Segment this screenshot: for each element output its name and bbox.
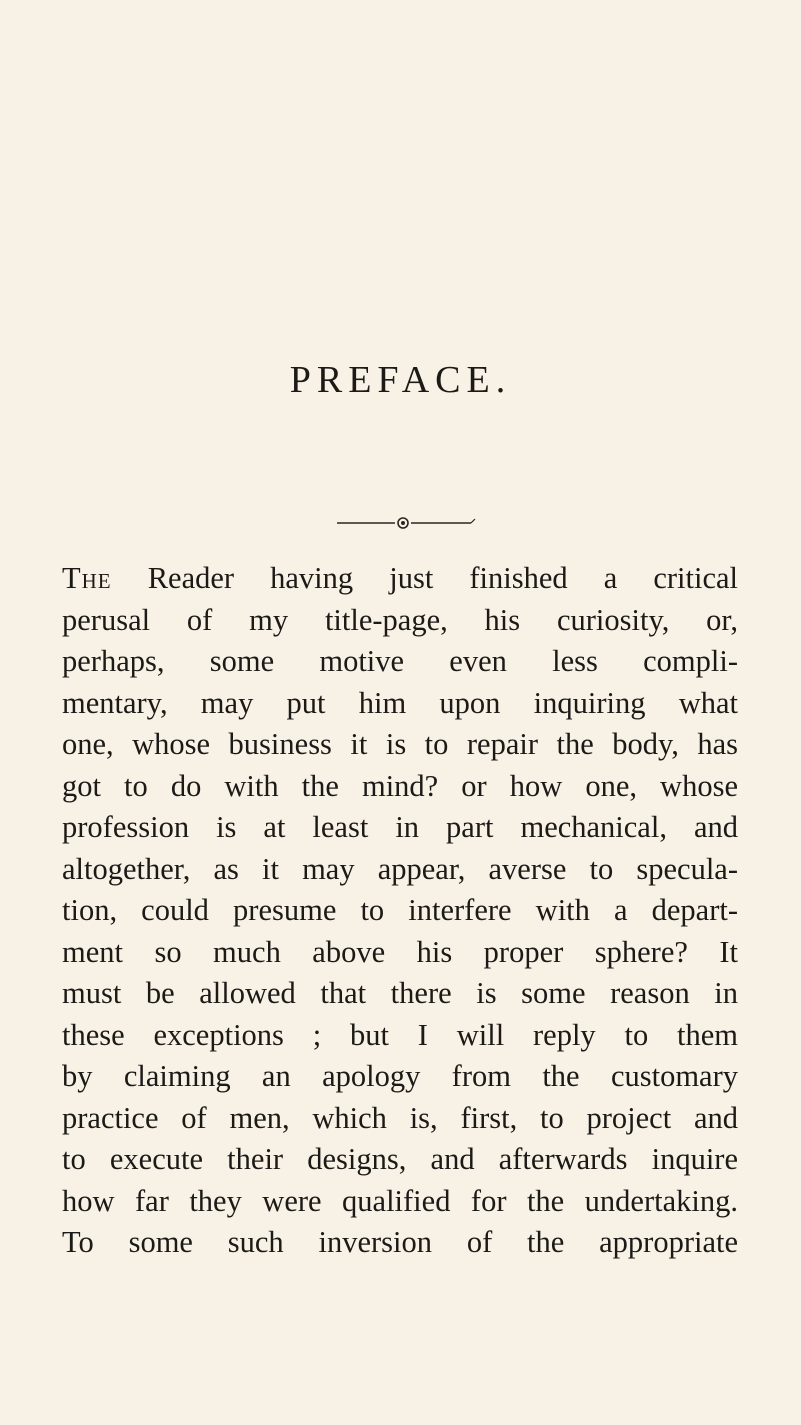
text-line-17: To some such inversion of the appropriate <box>62 1225 738 1259</box>
text-line-6: got to do with the mind? or how one, whose <box>62 768 738 803</box>
text-line-13: by claiming an apology from the customary <box>62 1059 738 1093</box>
text-line-12: these exceptions ; but I will reply to them <box>62 1017 738 1052</box>
text-line-14: practice of men, which is, first, to project and <box>62 1100 738 1135</box>
text-line-5: one, whose business it is to repair the body, has <box>62 727 738 761</box>
page-title: PREFACE. <box>289 359 512 401</box>
text-line-1: The Reader having just finished a critical <box>62 561 738 595</box>
text-line-15: to execute their designs, and afterwards inquire <box>62 1142 738 1176</box>
text-line-4: mentary, may put him upon inquiring what <box>62 685 738 720</box>
text-line-7: profession is at least in part mechanical, and <box>62 810 738 844</box>
text-line-11: must be allowed that there is some reason in <box>62 976 738 1010</box>
text-line-8: altogether, as it may appear, averse to specula- <box>62 851 738 886</box>
text-line-9: tion, could presume to interfere with a depart- <box>62 893 738 927</box>
lead-word: The <box>62 561 112 595</box>
text-line-3: perhaps, some motive even less compli- <box>62 644 738 678</box>
text-line-16: how far they were qualified for the undertaking. <box>62 1183 738 1218</box>
preface-body <box>62 558 738 1264</box>
text-line-10: ment so much above his proper sphere? It <box>62 934 738 969</box>
text-line-2: perusal of my title-page, his curiosity, or, <box>62 602 738 637</box>
ornament-divider <box>337 516 477 530</box>
